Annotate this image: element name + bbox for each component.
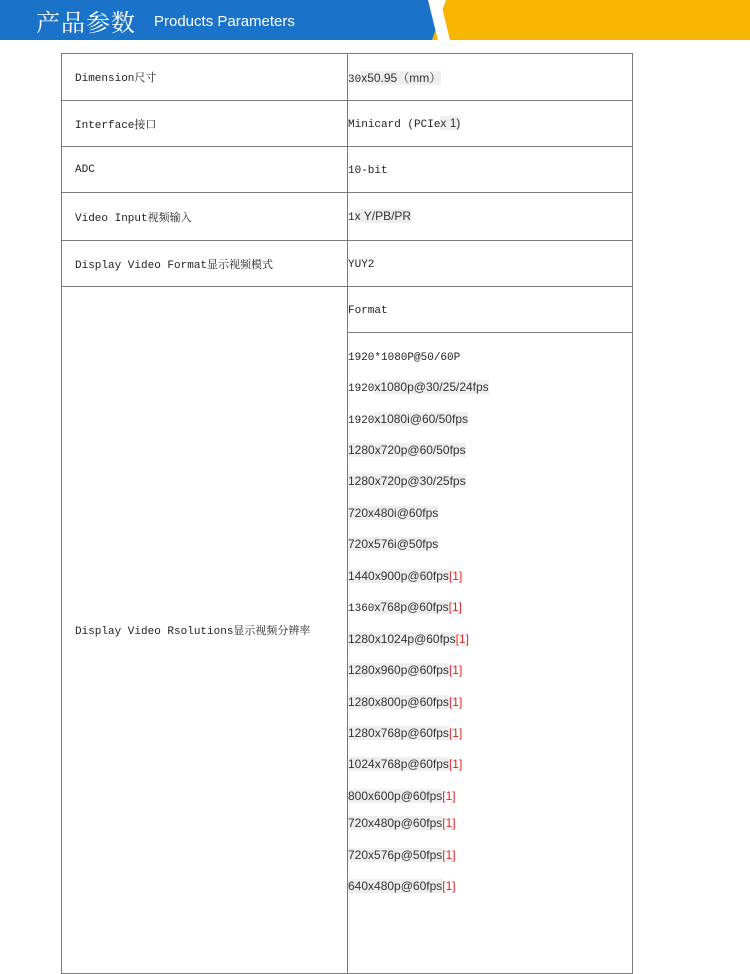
footnote-marker: [1] <box>448 569 463 583</box>
param-label: ADC <box>62 147 348 193</box>
banner-yellow-band <box>432 0 750 40</box>
footnote-marker: [1] <box>448 663 463 677</box>
resolution-item <box>348 816 456 831</box>
resolution-text: 1024x768p@60fps <box>348 757 449 771</box>
resolution-item <box>348 879 456 894</box>
resolution-text: 720x480p@60fps <box>348 816 443 830</box>
param-value <box>348 101 633 147</box>
resolution-item <box>348 757 462 772</box>
param-value <box>348 54 633 101</box>
param-value-part: YUY2 <box>348 259 375 271</box>
table-row <box>62 193 633 241</box>
param-label: Display Video Format显示视频模式 <box>62 241 348 287</box>
parameters-table <box>61 53 633 974</box>
resolution-text: 1280x1024p@60fps <box>348 632 456 646</box>
param-value-part: 30 <box>348 73 362 86</box>
param-label: Interface接口 <box>62 101 348 147</box>
banner-title-en: Products Parameters <box>154 13 295 30</box>
resolution-item <box>348 848 456 863</box>
section-banner <box>0 0 750 40</box>
footnote-marker: [1] <box>455 632 469 646</box>
param-value-part: Minicard (PCIe <box>348 119 441 131</box>
param-value <box>348 241 633 287</box>
format-header: Format <box>348 305 388 317</box>
resolution-text: 720x576p@50fps <box>348 848 443 862</box>
resolution-text: 1280x960p@60fps <box>348 663 449 677</box>
table-row <box>62 147 633 193</box>
param-value <box>348 147 633 193</box>
param-label: Video Input视频输入 <box>62 193 348 241</box>
resolution-text: 1360 <box>348 603 375 615</box>
resolution-text: 720x576i@50fps <box>348 537 439 551</box>
resolution-item <box>348 600 462 615</box>
param-value-part: x Y/PB/PR <box>354 209 412 223</box>
resolution-text: x768p@60fps <box>374 600 449 614</box>
resolution-item <box>348 632 469 647</box>
resolution-text: 1920 <box>348 383 375 395</box>
table-row <box>62 101 633 147</box>
resolution-text: 640x480p@60fps <box>348 879 443 893</box>
footnote-marker: [1] <box>448 600 462 614</box>
resolution-text: 1280x800p@60fps <box>348 695 449 709</box>
resolution-text: 1440x900p@60fps <box>348 569 449 583</box>
param-value <box>348 193 633 241</box>
resolution-item <box>348 789 456 804</box>
param-value-part: 10-bit <box>348 165 388 177</box>
resolution-item <box>348 506 438 521</box>
param-label: Display Video Rsolutions显示视频分辨率 <box>62 287 348 974</box>
resolution-text: x1080p@30/25/24fps <box>374 380 489 394</box>
resolution-item <box>348 412 468 427</box>
param-value-part: 1 <box>348 212 355 224</box>
resolution-item <box>348 443 466 458</box>
resolution-item <box>348 695 462 710</box>
table-row <box>62 287 633 333</box>
resolution-text: 1280x768p@60fps <box>348 726 449 740</box>
footnote-marker: [1] <box>448 726 463 740</box>
param-label: Dimension尺寸 <box>62 54 348 101</box>
footnote-marker: [1] <box>448 695 463 709</box>
resolution-item <box>348 663 462 678</box>
resolution-item <box>348 349 460 364</box>
resolution-text: 1280x720p@60/50fps <box>348 443 466 457</box>
resolution-text: 1280x720p@30/25fps <box>348 474 466 488</box>
param-value-part: x50.95（mm） <box>361 70 442 85</box>
resolutions-cell <box>348 333 633 974</box>
param-value-part: x 1) <box>440 116 461 130</box>
footnote-marker: [1] <box>442 879 456 893</box>
banner-title-cn: 产品参数 <box>36 9 136 37</box>
resolution-item <box>348 474 466 489</box>
resolution-text: 1920*1080P@50/60P <box>348 352 461 364</box>
table-row <box>62 241 633 287</box>
footnote-marker: [1] <box>442 789 456 803</box>
resolution-item <box>348 380 489 395</box>
footnote-marker: [1] <box>442 848 456 862</box>
resolution-text: 1920 <box>348 415 375 427</box>
resolution-text: 800x600p@60fps <box>348 789 443 803</box>
format-header-cell <box>348 287 633 333</box>
resolution-item <box>348 726 462 741</box>
resolutions-list <box>348 333 632 973</box>
resolution-item <box>348 569 462 584</box>
resolution-text: x1080i@60/50fps <box>374 412 468 426</box>
table-row <box>62 54 633 101</box>
resolution-text: 720x480i@60fps <box>348 506 439 520</box>
resolution-item <box>348 537 438 552</box>
footnote-marker: [1] <box>448 757 463 771</box>
footnote-marker: [1] <box>442 816 456 830</box>
